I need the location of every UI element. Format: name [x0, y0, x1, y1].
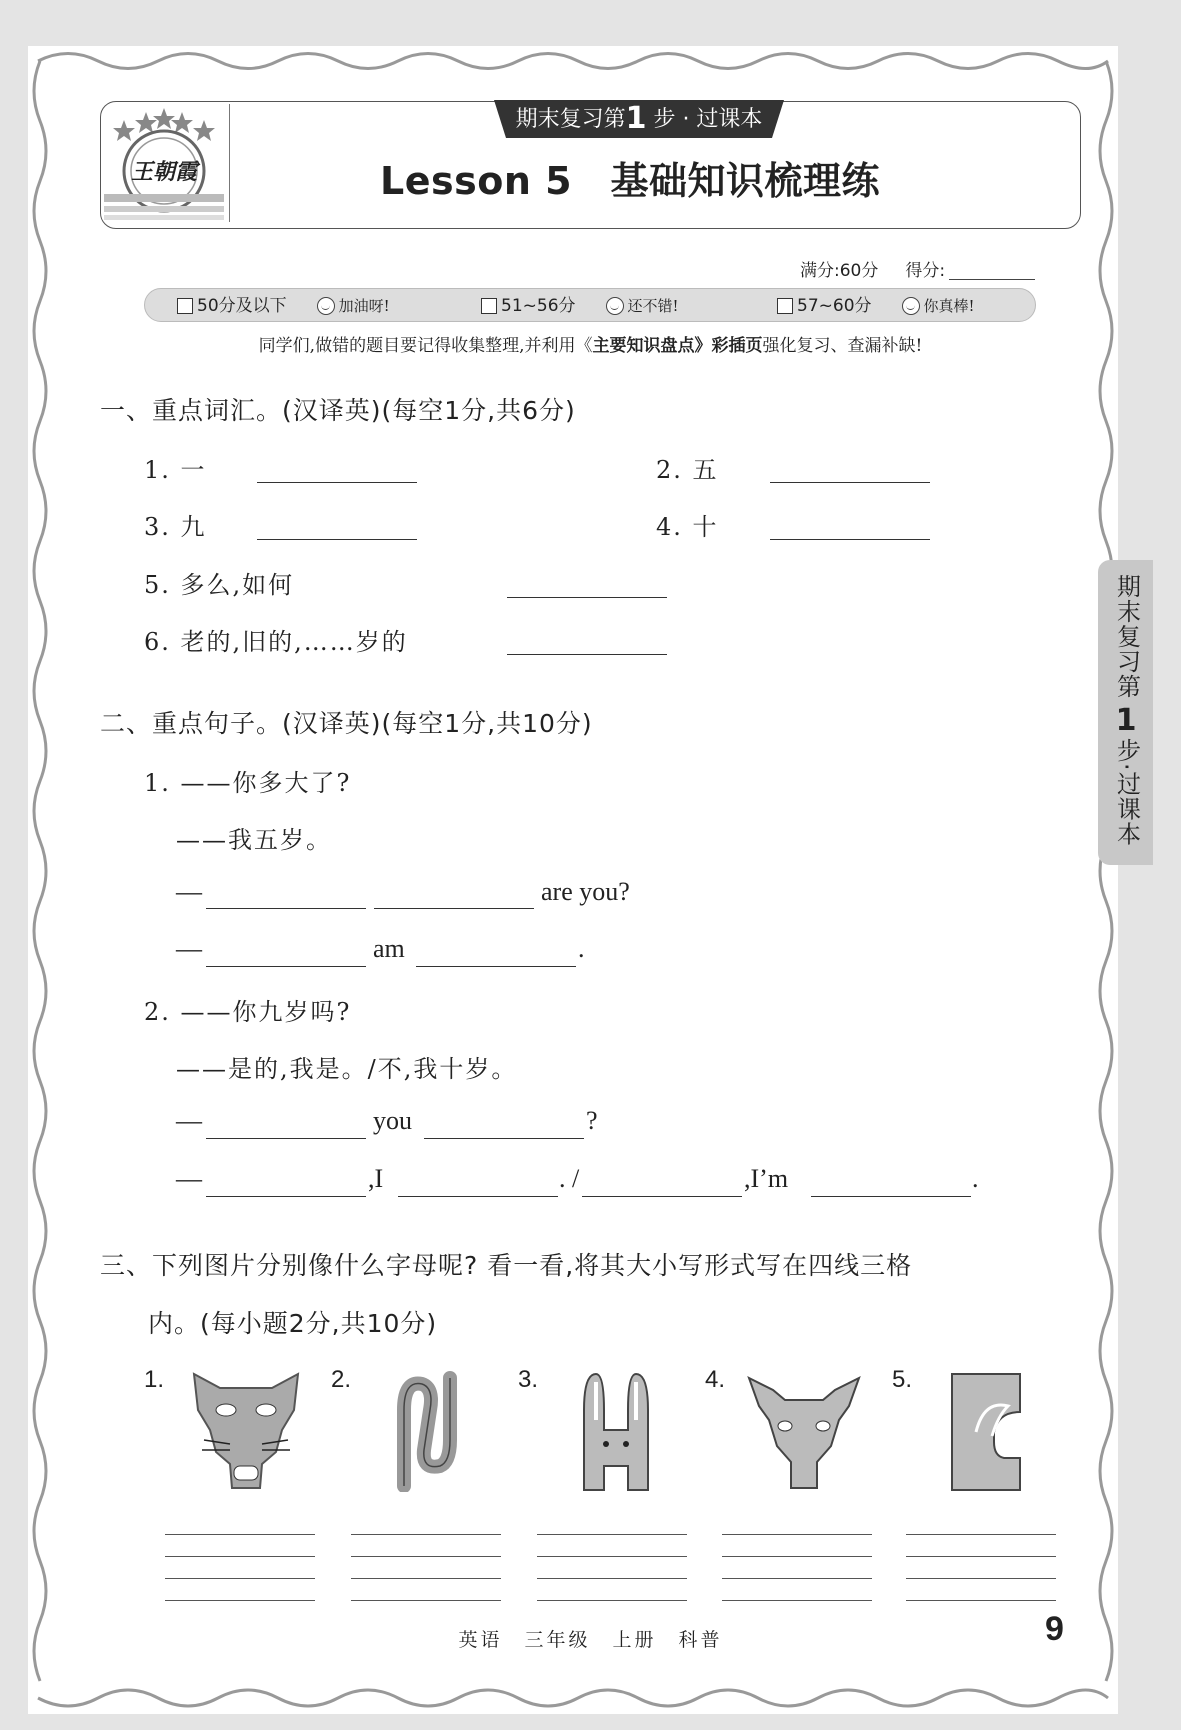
answer-blank[interactable]	[206, 1196, 366, 1197]
answer-blank[interactable]	[206, 966, 366, 967]
rating-comment: 还不错!	[627, 297, 679, 315]
bird-f-icon	[948, 1372, 1024, 1492]
rating-comment: 你真棒!	[923, 297, 975, 315]
picture-number: 1.	[144, 1366, 165, 1393]
dash: —	[176, 1164, 202, 1193]
section1-title: 一、重点词汇。(汉译英)(每空1分,共6分)	[100, 396, 576, 425]
rating-range: 57~60分	[797, 296, 872, 316]
vocab-item-1: 1. 一	[144, 456, 207, 484]
snake-icon	[384, 1370, 466, 1492]
rating-range: 50分及以下	[197, 296, 287, 316]
answer-blank[interactable]	[374, 908, 534, 909]
answer-blank[interactable]	[811, 1196, 971, 1197]
section2-title: 二、重点句子。(汉译英)(每空1分,共10分)	[100, 709, 593, 738]
full-score-label: 满分:60分	[800, 261, 879, 281]
picture-number: 2.	[331, 1366, 352, 1393]
vocab-item-5: 5. 多么,如何	[144, 571, 295, 599]
picture-number: 3.	[518, 1366, 539, 1393]
logo-divider	[229, 104, 230, 222]
vocab-item-2: 2. 五	[656, 456, 719, 484]
rating-bar	[144, 288, 1036, 322]
four-line-grid[interactable]	[722, 1534, 872, 1622]
smiley-icon	[902, 297, 920, 315]
rabbit-icon	[578, 1370, 654, 1492]
answer-blank[interactable]	[257, 539, 417, 540]
score-blank[interactable]	[949, 261, 1035, 280]
footer-text: 英语 三年级 上册 科普	[458, 1629, 723, 1651]
four-line-grid[interactable]	[906, 1534, 1056, 1622]
dash: —	[176, 877, 202, 906]
period: .	[972, 1164, 979, 1193]
section3-title-line2: 内。(每小题2分,共10分)	[148, 1309, 438, 1338]
dash: —	[176, 934, 202, 963]
answer-blank[interactable]	[398, 1196, 558, 1197]
answer-blank[interactable]	[507, 654, 667, 655]
four-line-grid[interactable]	[537, 1534, 687, 1622]
sentence-q1-prompt: 1. ——你多大了?	[144, 769, 352, 797]
smiley-icon	[317, 297, 335, 315]
picture-number: 4.	[705, 1366, 726, 1393]
sentence-text: . /	[559, 1164, 580, 1193]
vocab-item-6: 6. 老的,旧的,……岁的	[144, 628, 408, 656]
sentence-text: am	[373, 934, 405, 963]
rating-range: 51~56分	[501, 296, 576, 316]
answer-blank[interactable]	[206, 1138, 366, 1139]
sentence-q2-prompt: 2. ——你九岁吗?	[144, 998, 352, 1026]
answer-blank[interactable]	[416, 966, 576, 967]
rating-checkbox[interactable]	[777, 298, 793, 314]
dash: —	[176, 1106, 202, 1135]
page-number: 9	[1045, 1610, 1064, 1648]
notice-text: 同学们,做错的题目要记得收集整理,并利用《主要知识盘点》彩插页强化复习、查漏补缺!	[258, 336, 923, 356]
sentence-text: ,I’m	[744, 1164, 789, 1193]
period: .	[578, 934, 585, 963]
sentence-text: you	[373, 1106, 412, 1135]
rating-item	[777, 293, 975, 319]
answer-blank[interactable]	[257, 482, 417, 483]
answer-blank[interactable]	[582, 1196, 742, 1197]
rating-checkbox[interactable]	[177, 298, 193, 314]
rating-item	[177, 293, 390, 319]
rating-checkbox[interactable]	[481, 298, 497, 314]
sentence-q2-answer-cn: ——是的,我是。/不,我十岁。	[176, 1055, 518, 1083]
score-line	[800, 256, 1035, 281]
picture-number: 5.	[892, 1366, 913, 1393]
rating-comment: 加油呀!	[338, 297, 390, 315]
four-line-grid[interactable]	[351, 1534, 501, 1622]
side-tab-label: 期末复习第 1 步·过课本	[1112, 574, 1141, 847]
header-tab-label: 期末复习第1 步 · 过课本	[515, 101, 763, 136]
question-mark: ?	[586, 1106, 598, 1135]
answer-blank[interactable]	[770, 482, 930, 483]
sentence-q1-answer-cn: ——我五岁。	[176, 826, 332, 854]
deer-icon	[745, 1370, 863, 1492]
sentence-text: are you?	[541, 877, 630, 906]
answer-blank[interactable]	[424, 1138, 584, 1139]
answer-blank[interactable]	[507, 597, 667, 598]
got-score-label: 得分:	[905, 261, 946, 281]
rating-item	[481, 293, 679, 319]
answer-blank[interactable]	[206, 908, 366, 909]
tiger-mask-icon	[190, 1370, 302, 1492]
vocab-item-3: 3. 九	[144, 513, 207, 541]
four-line-grid[interactable]	[165, 1534, 315, 1622]
logo-text: 王朝霞	[130, 159, 197, 185]
page-title: Lesson 5 基础知识梳理练	[380, 159, 881, 203]
answer-blank[interactable]	[770, 539, 930, 540]
vocab-item-4: 4. 十	[656, 513, 719, 541]
sentence-text: ,I	[368, 1164, 384, 1193]
smiley-icon	[606, 297, 624, 315]
section3-title-line1: 三、下列图片分别像什么字母呢? 看一看,将其大小写形式写在四线三格	[100, 1251, 913, 1280]
